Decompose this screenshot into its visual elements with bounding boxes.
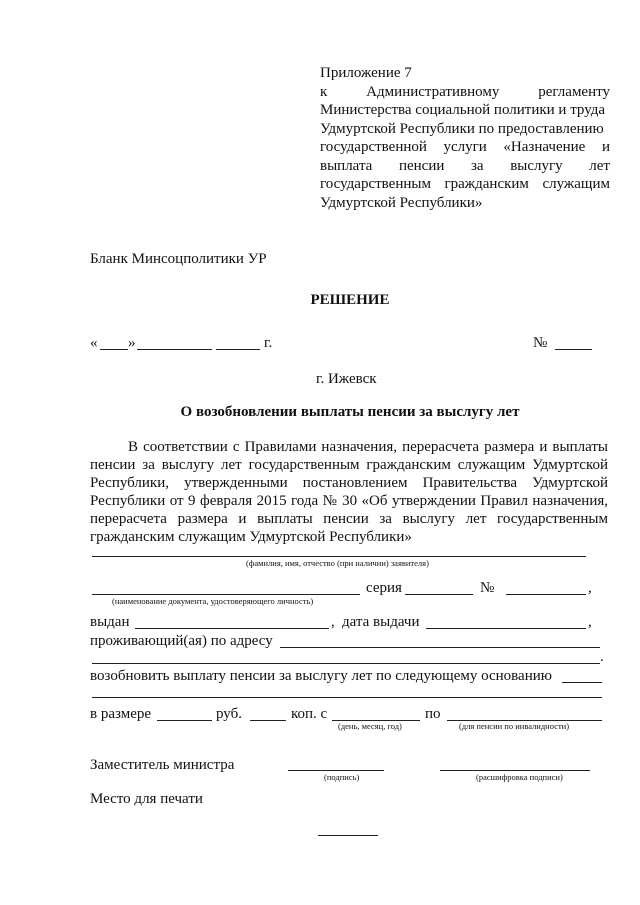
document-number-sign: № — [480, 580, 495, 596]
basis-blank-continued — [92, 697, 602, 698]
basis-blank — [562, 682, 602, 683]
date-year-blank — [216, 349, 260, 350]
date-caption: (день, месяц, год) — [338, 721, 402, 731]
appendix-word: лет — [589, 157, 610, 174]
issued-by-blank — [135, 628, 329, 629]
appendix-line — [320, 175, 610, 194]
decision-number-blank — [555, 349, 592, 350]
document-comma: , — [588, 580, 592, 596]
appendix-word: к — [320, 83, 328, 100]
issue-date-label: дата выдачи — [342, 614, 420, 630]
kop-blank — [250, 720, 286, 721]
appendix-word: Административному — [366, 83, 500, 100]
address-blank-continued — [92, 663, 600, 664]
city-label: г. Ижевск — [316, 371, 377, 387]
to-label: по — [425, 706, 441, 722]
appendix-line: Министерства социальной политики и труда — [320, 102, 606, 118]
decision-subject: О возобновлении выплаты пенсии за выслугу лет — [180, 404, 520, 420]
document-title: РЕШЕНИЕ — [310, 292, 390, 308]
appendix-word: выслугу — [510, 157, 563, 174]
rub-blank — [157, 720, 212, 721]
residing-label: проживающий(ая) по адресу — [90, 633, 273, 649]
appendix-block — [320, 64, 610, 212]
signature-caption: (подпись) — [324, 772, 360, 782]
appendix-word: служащим — [542, 176, 610, 192]
number-sign: № — [533, 335, 548, 351]
kop-label: коп. с — [291, 706, 328, 722]
signature-decode-caption: (расшифровка подписи) — [476, 772, 563, 782]
date-month-blank — [137, 349, 212, 350]
appendix-word: выплата — [320, 157, 373, 174]
series-blank — [405, 594, 473, 595]
appendix-word: государственным — [320, 176, 431, 192]
signature-blank — [288, 770, 384, 771]
document-caption: (наименование документа, удостоверяющего личность) — [112, 596, 314, 606]
date-close-quote: » — [128, 335, 136, 351]
body-line: Республики, утвержденными постановлением Правительства Удмуртской — [90, 475, 608, 491]
document-number-blank — [506, 594, 586, 595]
appendix-line: Приложение 7 — [320, 65, 412, 81]
date-open-quote: « — [90, 335, 98, 351]
body-line: перерасчета размера и выплаты пенсии за выслугу лет государственным — [90, 511, 608, 527]
appendix-word: регламенту — [538, 83, 610, 100]
appendix-word: за — [471, 157, 484, 174]
fio-caption: (фамилия, имя, отчество (при наличии) заявителя) — [246, 558, 429, 568]
signature-decode-blank — [440, 770, 590, 771]
address-blank — [280, 647, 600, 648]
issued-label: выдан — [90, 614, 130, 630]
body-paragraph — [90, 438, 608, 546]
date-year-suffix: г. — [264, 335, 273, 351]
amount-label: в размере — [90, 706, 152, 722]
address-period: . — [600, 649, 604, 665]
appendix-line — [320, 83, 610, 102]
appendix-word: и — [601, 139, 610, 155]
appendix-line — [320, 138, 610, 157]
appendix-word: государственной — [320, 139, 427, 155]
identity-document-blank — [92, 594, 360, 595]
applicant-name-blank — [92, 556, 586, 557]
appendix-word: услуги — [443, 139, 487, 155]
series-label: серия — [366, 580, 402, 596]
appendix-line — [320, 157, 610, 176]
blank-label: Бланк Минсоцполитики УР — [90, 251, 267, 267]
signatory-position: Заместитель министра — [90, 757, 235, 773]
issue-date-comma: , — [588, 614, 592, 630]
appendix-line: Удмуртской Республики по предоставлению — [320, 120, 604, 137]
stamp-place-label: Место для печати — [90, 791, 203, 807]
appendix-word: «Назначение — [503, 139, 586, 155]
disability-caption: (для пенсии по инвалидности) — [459, 721, 570, 731]
date-day-blank — [100, 349, 128, 350]
body-line: Республики от 9 февраля 2015 года № 30 «Об утверждении Правил назначения, — [90, 493, 608, 509]
rub-label: руб. — [216, 706, 242, 722]
issued-comma: , — [331, 614, 335, 630]
appendix-word: пенсии — [398, 157, 445, 174]
issue-date-blank — [426, 628, 586, 629]
appendix-word: гражданским — [444, 176, 529, 192]
body-line: гражданским служащим Удмуртской Республики» — [90, 529, 412, 545]
body-line: В соответствии с Правилами назначения, перерасчета размера и выплаты — [128, 439, 608, 455]
body-line: пенсии за выслугу лет государственным гражданским служащим Удмуртской — [90, 457, 608, 473]
appendix-line: Удмуртской Республики» — [320, 194, 483, 211]
resume-text: возобновить выплату пенсии за выслугу лет по следующему основанию — [90, 668, 552, 684]
bottom-rule — [318, 835, 378, 836]
